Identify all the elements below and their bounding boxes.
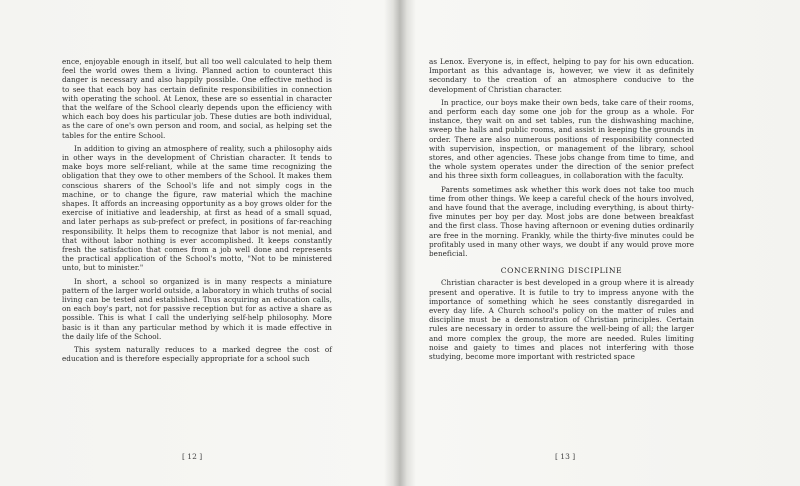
paragraph: as Lenox. Everyone is, in effect, helping to pay for his own education. Important as this advantage is, however, we view it as definitely secondary to the creation of an atmosphere conducive to the development of Christian character. (429, 57, 694, 94)
paragraph: ence, enjoyable enough in itself, but all too well calculated to help them feel the world owes them a living. Planned action to counteract this danger is necessary and also happily possible. One effective method is to see that each boy has certain definite responsibilities in connection with operating the school. At Lenox, these are so essential in character that the welfare of the School clearly depends upon the efficiency with which each boy does his particular job. These duties are both individual, as the care of one's own person and room, and social, as helping set the tables for the entire School. (62, 57, 332, 140)
paragraph: In addition to giving an atmosphere of reality, such a philosophy aids in other ways in the development of Christian character. It tends to make boys more self-reliant, while at the same time recognizing the obligation that they owe to other members of the School. It makes them conscious sharers of the School's life and not simply cogs in the machine, or to change the figure, raw material which the machine shapes. It affords an increasing opportunity as a boy grows older for the exercise of initiative and leadership, at first as head of a small squad, and later perhaps as sub-prefect or prefect, in positions of far-reaching responsibility. It helps them to recognize that labor is not menial, and that without labor nothing is ever accomplished. It keeps constantly fresh the satisfaction that comes from a job well done and represents the practical application of the School's motto, "Not to be ministered unto, but to minister." (62, 143, 332, 273)
paragraph: Christian character is best developed in a group where it is already present and operative. It is futile to try to impress anyone with the importance of something which he sees constantly disregarded in every day life. A Church school's policy on the matter of rules and discipline must be a demonstration of Christian principles. Certain rules are necessary in order to assure the well-being of all; the larger and more complex the group, the more are needed. Rules limiting noise and gaiety to times and places not interfering with those studying, become more important with restricted space (429, 278, 694, 362)
paragraph: This system naturally reduces to a marked degree the cost of education and is therefore especially appropriate for a school such (62, 345, 332, 364)
paragraph: In practice, our boys make their own beds, take care of their rooms, and perform each day some one job for the group as a whole. For instance, they wait on and set tables, run the dishwashing machine, sweep the halls and public rooms, and assist in keeping the grounds in order. There are also numerous positions of responsibility connected with supervision, inspection, or management of the library, school stores, and other agencies. These jobs change from time to time, and the whole system operates under the direction of the senior prefect and his three sixth form colleagues, in collaboration with the faculty. (429, 97, 694, 181)
section-heading: CONCERNING DISCIPLINE (500, 266, 623, 276)
right-page (405, 0, 800, 486)
page-number: [ 13 ] (555, 452, 576, 461)
left-page-text (62, 57, 332, 364)
paragraph: In short, a school so organized is in many respects a miniature pattern of the larger world outside, a laboratory in which truths of social living can be tested and established. Thus acquiring an education calls, on each boy's part, not for passive reception but for as active a share as possible. This is what I call the underlying self-help philosophy. More basic is it than any particular method by which it is made effective in the daily life of the School. (62, 276, 332, 341)
left-page (0, 0, 395, 486)
page-number: [ 12 ] (182, 452, 203, 461)
paragraph: Parents sometimes ask whether this work does not take too much time from other things. We keep a careful check of the hours involved, and have found that the average, including everything, is about thirty-five minutes per boy per day. Most jobs are done between breakfast and the first class. Those having afternoon or evening duties ordinarily are free in the morning. Frankly, while the thirty-five minutes could be profitably used in many other ways, we doubt if any would prove more beneficial. (429, 184, 694, 259)
right-page-text (429, 57, 694, 361)
